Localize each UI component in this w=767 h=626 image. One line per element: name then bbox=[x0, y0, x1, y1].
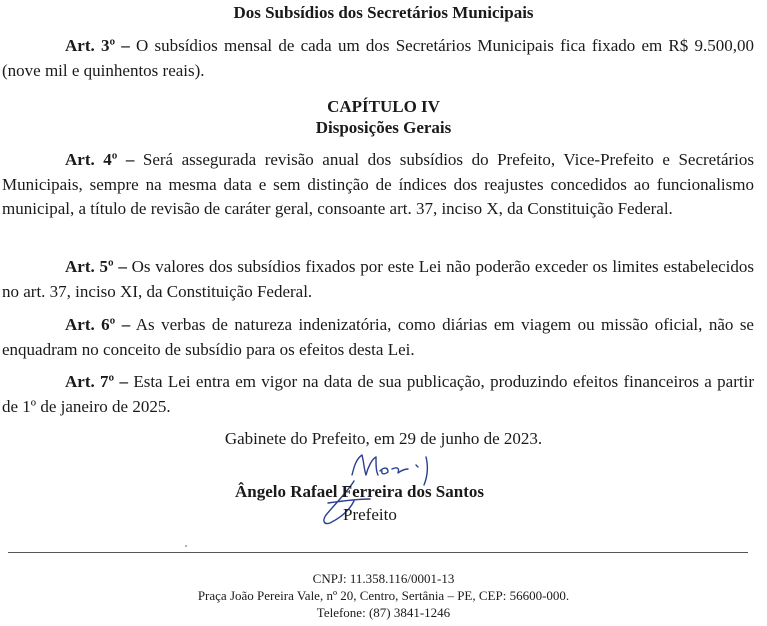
chapter-number: CAPÍTULO IV bbox=[327, 97, 440, 116]
article-4-text: Será assegurada revisão anual dos subsídios do Prefeito, Vice-Prefeito e Secretários Municipais, sempre na mesma data e sem distinção de índices dos reajustes concedidos ao funcionalismo municipal, a título de revisão de caráter geral, consoante art. 37, inciso X, da Constituição Federal. bbox=[2, 150, 754, 218]
footer-address: Praça João Pereira Vale, nº 20, Centro, Sertânia – PE, CEP: 56600-000. bbox=[197, 588, 570, 603]
article-4-label: Art. 4º – bbox=[65, 150, 135, 169]
article-7-text: Esta Lei entra em vigor na data de sua publicação, produzindo efeitos financeiros a partir de 1º de janeiro de 2025. bbox=[2, 372, 754, 416]
chapter-title: Disposições Gerais bbox=[315, 118, 452, 137]
article-5-text: Os valores dos subsídios fixados por este Lei não poderão exceder os limites estabelecidos no art. 37, inciso XI, da Constituição Federal. bbox=[2, 257, 755, 301]
signatory-role: Prefeito bbox=[343, 505, 397, 524]
article-4 bbox=[2, 148, 754, 222]
article-3-text: O subsídios mensal de cada um dos Secretários Municipais fica fixado em R$ 9.500,00 (nove mil e quinhentos reais). bbox=[2, 36, 754, 80]
footer-cnpj: CNPJ: 11.358.116/0001-13 bbox=[312, 571, 455, 586]
article-6-label: Art. 6º – bbox=[65, 315, 131, 334]
article-5 bbox=[2, 255, 754, 304]
section-heading: Dos Subsídios dos Secretários Municipais bbox=[233, 3, 534, 22]
article-3 bbox=[2, 34, 754, 83]
footer-divider bbox=[8, 552, 748, 553]
signatory-name: Ângelo Rafael Ferreira dos Santos bbox=[235, 482, 484, 501]
footer-phone: Telefone: (87) 3841-1246 bbox=[316, 605, 451, 620]
scan-speck bbox=[185, 545, 187, 547]
article-7-label: Art. 7º – bbox=[65, 372, 128, 391]
article-5-label: Art. 5º – bbox=[65, 257, 127, 276]
closing-line: Gabinete do Prefeito, em 29 de junho de 2023. bbox=[224, 429, 543, 448]
article-3-label: Art. 3º – bbox=[65, 36, 130, 55]
article-6 bbox=[2, 313, 754, 362]
article-7 bbox=[2, 370, 754, 419]
article-6-text: As verbas de natureza indenizatória, como diárias em viagem ou missão oficial, não se enquadram no conceito de subsídio para os efeitos desta Lei. bbox=[2, 315, 754, 359]
